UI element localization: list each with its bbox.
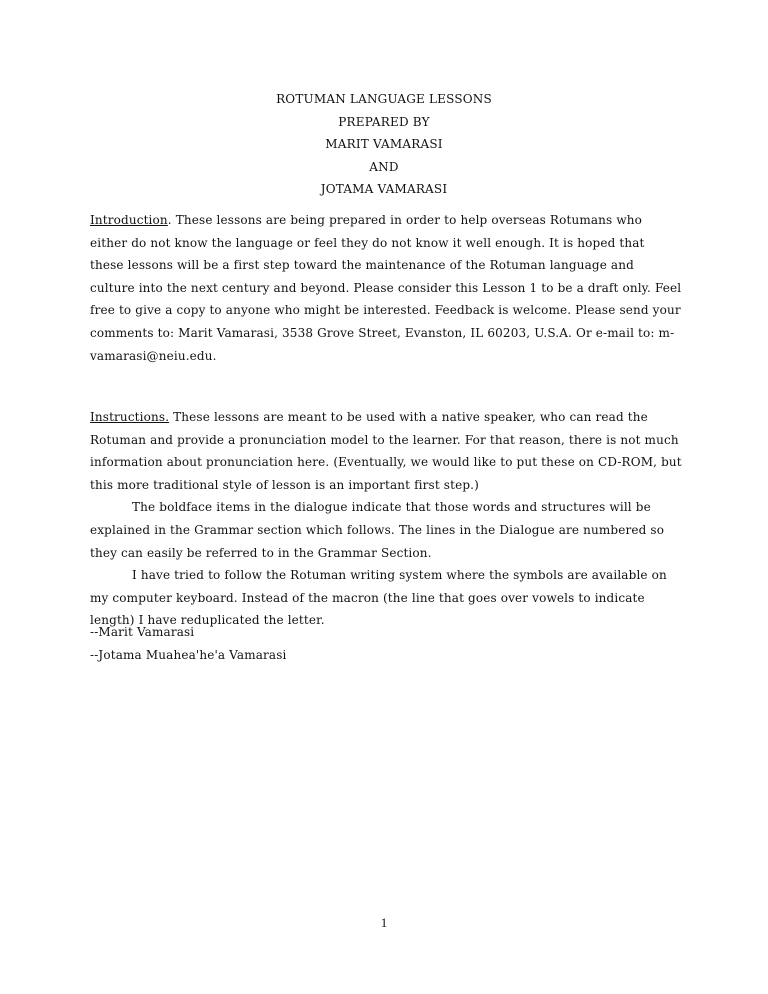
introduction-section	[90, 209, 682, 367]
and-line: AND	[369, 159, 399, 174]
instructions-text: These lessons are meant to be used with a native speaker, who can read the Rotuman and provide a pronunciation model to the learner. For that reason, there is not much information about pronunciation here. (Eventually, we would like to put these on CD-ROM, but this more traditional style of lesson is an important first step.)	[90, 410, 682, 492]
signature-line: --Marit Vamarasi	[90, 625, 195, 639]
instructions-heading: Instructions.	[90, 410, 170, 424]
signature-block	[90, 621, 682, 666]
introduction-paragraph	[90, 209, 682, 367]
page-number: 1	[380, 915, 388, 930]
prepared-by-line: PREPARED BY	[338, 114, 430, 129]
instructions-section	[90, 406, 682, 632]
introduction-heading: Introduction	[90, 213, 168, 227]
instructions-paragraph-boldface: The boldface items in the dialogue indicate that those words and structures will be explained in the Grammar section which follows. The lines in the Dialogue are numbered so they can easily be referred to in the Grammar Section.	[90, 500, 665, 560]
instructions-paragraph-writing-system: I have tried to follow the Rotuman writing system where the symbols are available on my computer keyboard. Instead of the macron (the line that goes over vowels to indicate length) I have reduplicated the letter.	[90, 568, 667, 628]
instructions-paragraph	[90, 406, 682, 496]
introduction-text: . These lessons are being prepared in order to help overseas Rotumans who either do not know the language or feel they do not know it well enough. It is hoped that these lessons will be a first step toward the maintenance of the Rotuman language and culture into the next century and beyond. Please consider this Lesson 1 to be a draft only. Feel free to give a copy to anyone who might be interested. Feedback is welcome. Please send your comments to: Marit Vamarasi, 3538 Grove Street, Evanston, IL 60203, U.S.A. Or e-mail to: m-vamarasi@neiu.edu.	[90, 213, 682, 363]
author-line: JOTAMA VAMARASI	[320, 182, 448, 197]
signature-line: --Jotama Muahea'he'a Vamarasi	[90, 647, 287, 662]
author-line: MARIT VAMARASI	[325, 137, 443, 152]
title-line: ROTUMAN LANGUAGE LESSONS	[276, 92, 492, 106]
title-block	[0, 88, 768, 201]
